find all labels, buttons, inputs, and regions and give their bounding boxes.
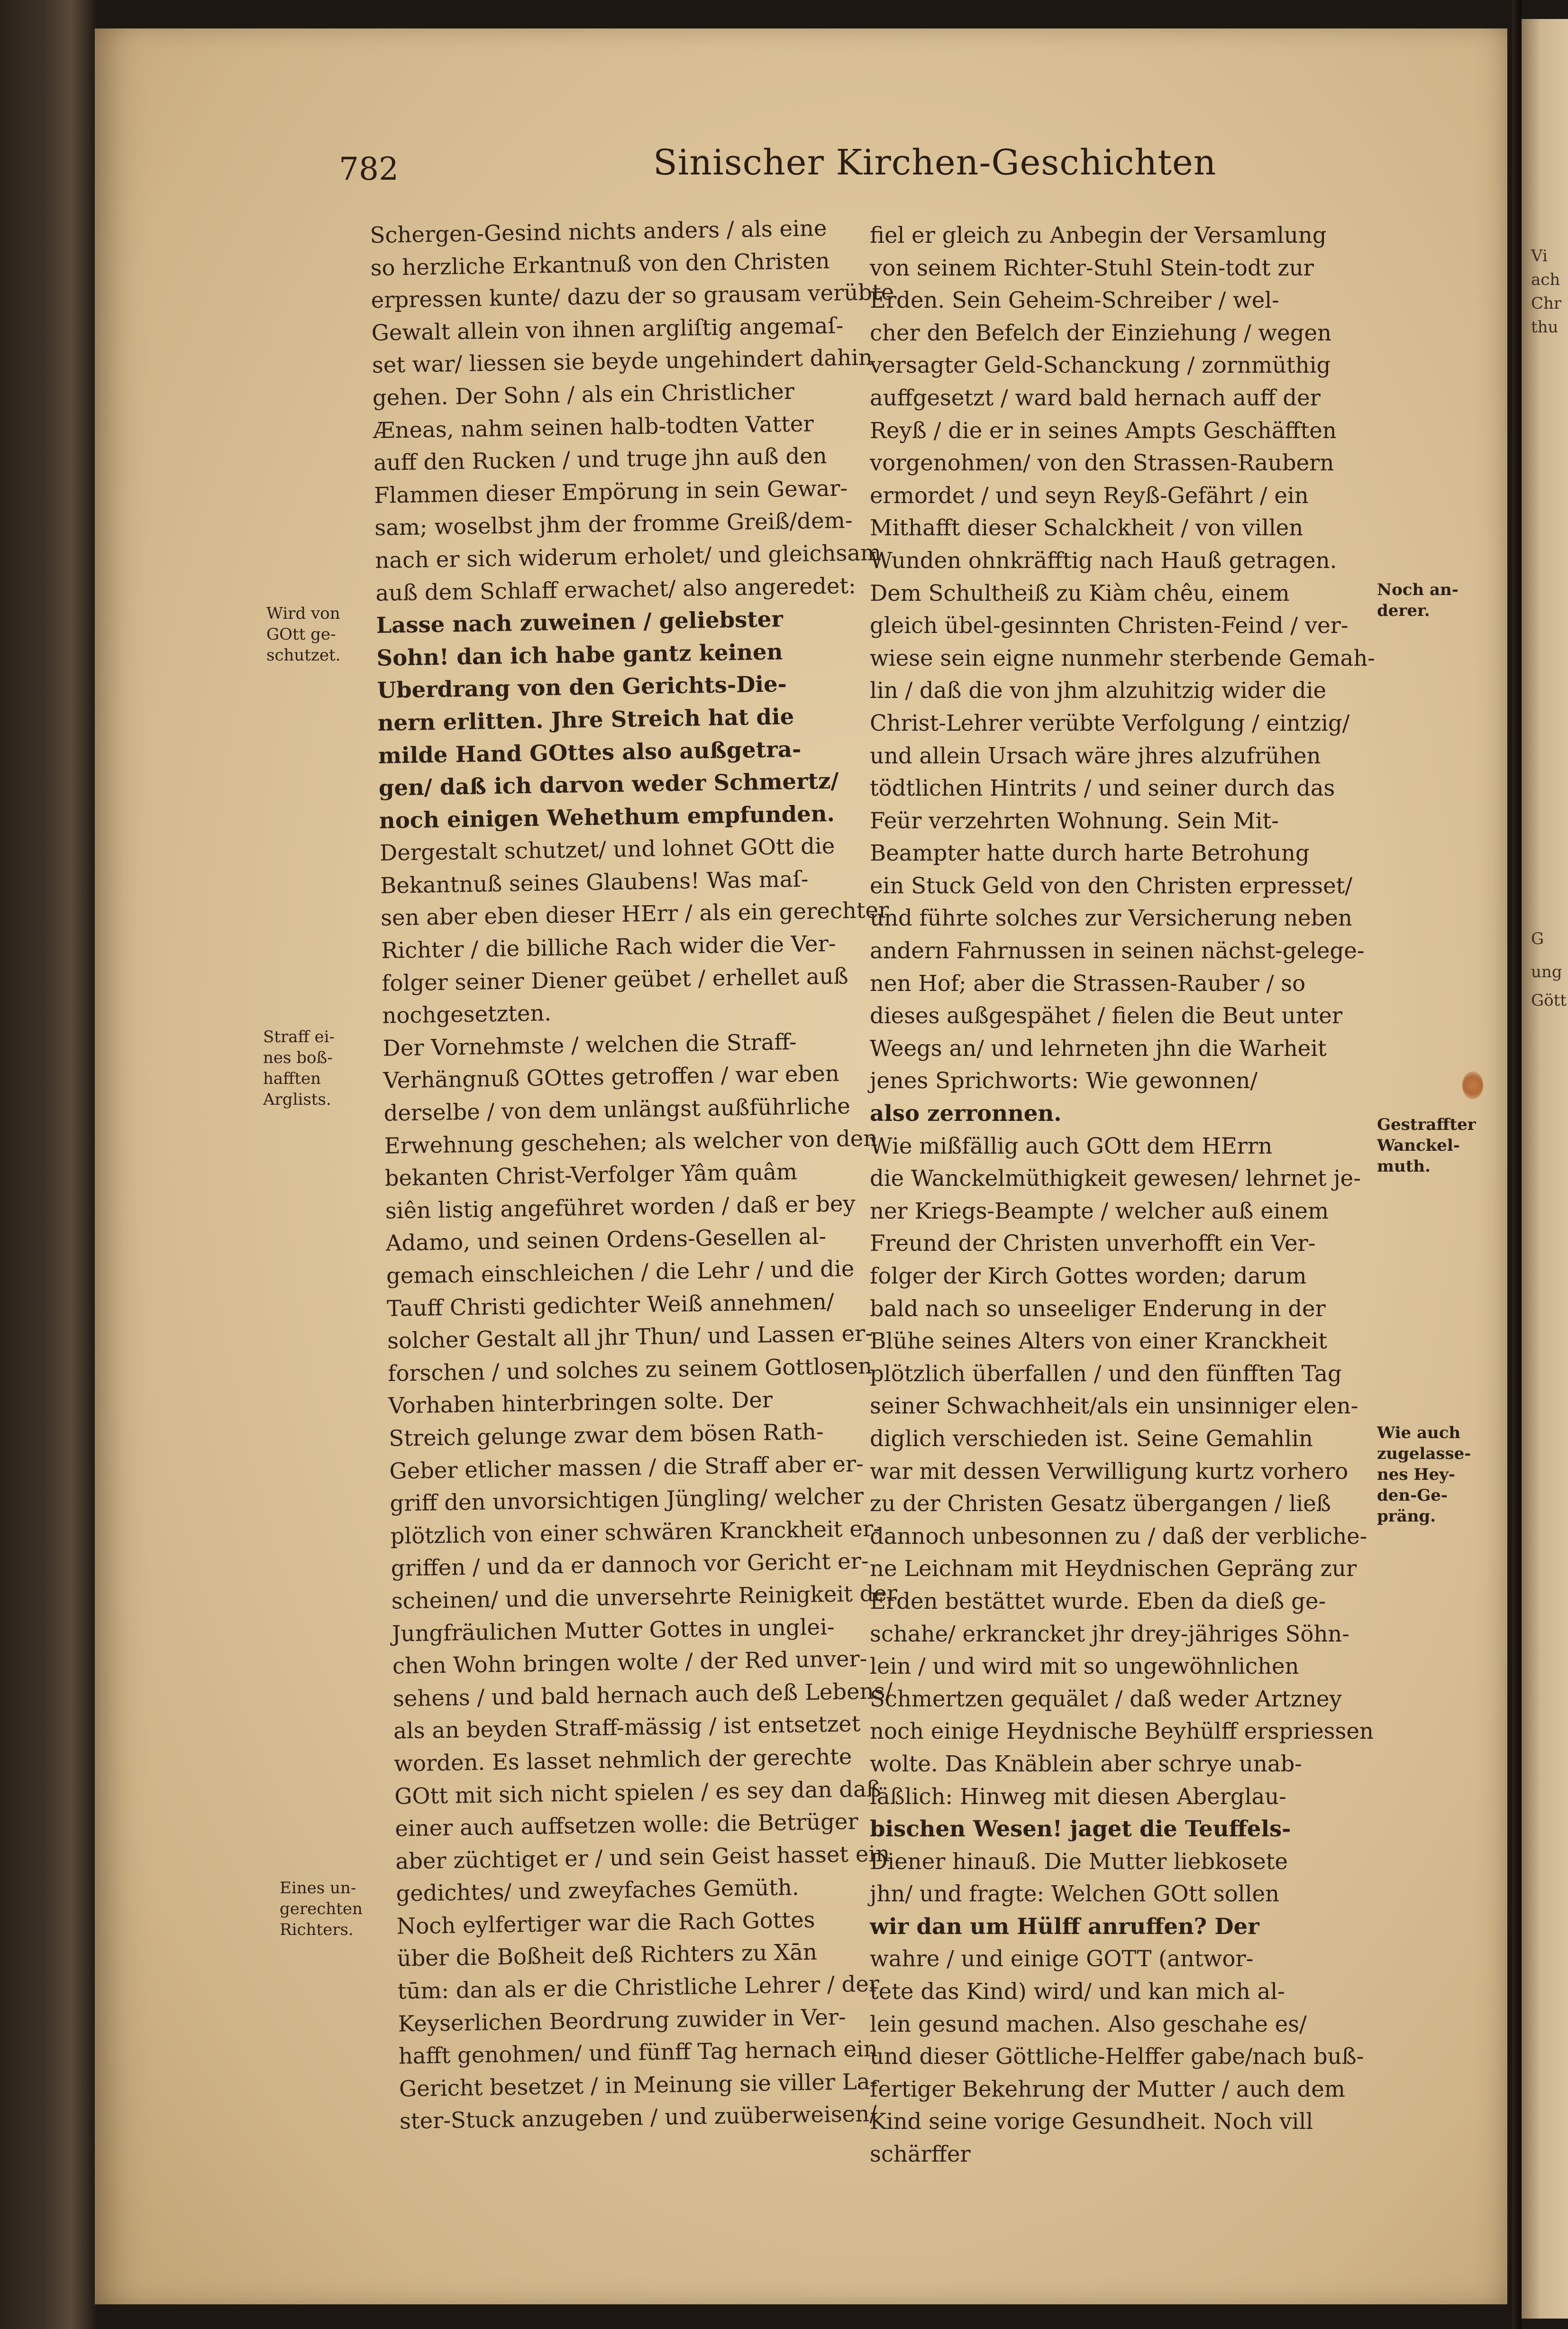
facing-text: ach	[1531, 270, 1560, 289]
text-line: Erwehnung geschehen; als welcher von den	[384, 1125, 878, 1159]
margin-note-line: nes Hey-	[1377, 1465, 1455, 1484]
margin-note-line: nes boß-	[263, 1048, 333, 1067]
text-line: fiel er gleich zu Anbegin der Versamlung	[870, 222, 1327, 248]
text-line: erpressen kunte/ dazu der so grausam verübte	[371, 279, 894, 313]
text-line: gedichtes/ und zweyfaches Gemüth.	[396, 1874, 799, 1907]
margin-note-right	[1377, 1422, 1471, 1527]
text-line: hafft genohmen/ und fünff Tag hernach ein	[398, 2036, 878, 2069]
text-line: ne Leichnam mit Heydnischen Gepräng zur	[870, 1556, 1357, 1582]
margin-note-line: präng.	[1377, 1507, 1436, 1526]
text-line: cher den Befelch der Einziehung / wegen	[870, 320, 1331, 346]
margin-note-line: Wird von	[266, 604, 340, 623]
text-line: auff den Rucken / und truge jhn auß den	[373, 443, 827, 476]
text-line: ermordet / und seyn Reyß-Gefährt / ein	[870, 482, 1309, 508]
text-line: gen/ daß ich darvon weder Schmertz/	[378, 767, 839, 801]
text-line: noch einige Heydnische Beyhülff erspriessen	[870, 1718, 1374, 1744]
right-text-column	[870, 219, 1375, 2171]
text-line: schärffer	[870, 2141, 971, 2167]
facing-text: G	[1531, 929, 1544, 948]
text-line: sehens / und bald hernach auch deß Lebens/	[392, 1678, 893, 1712]
text-line: Geber etlicher massen / die Straff aber er-	[389, 1450, 864, 1484]
text-line: andern Fahrnussen in seinen nächst-gelege-	[870, 938, 1365, 964]
text-line: tūm: dan als er die Christliche Lehrer / der	[397, 1971, 880, 2004]
text-line: Dem Schultheiß zu Kiàm chêu, einem	[870, 580, 1290, 606]
text-line: nach er sich widerum erholet/ und gleichsam	[374, 540, 882, 573]
text-line: als an beyden Straff-mässig / ist entsetzet	[393, 1711, 861, 1744]
margin-note-line: Wanckel-	[1377, 1136, 1460, 1155]
text-line: Der Vornehmste / welchen die Straff-	[383, 1028, 797, 1061]
text-line: bischen Wesen! jaget die Teuffels-	[870, 1816, 1291, 1842]
margin-note-line: muth.	[1377, 1157, 1431, 1176]
margin-note-right	[1377, 1114, 1476, 1177]
text-line: und dieser Göttliche-Helffer gabe/nach buß-	[870, 2044, 1364, 2070]
text-line: Adamo, und seinen Ordens-Gesellen al-	[385, 1223, 827, 1256]
text-line: war mit dessen Verwilligung kurtz vorhero	[870, 1458, 1349, 1484]
text-line: Weegs an/ und lehrneten jhn die Warheit	[870, 1035, 1327, 1061]
text-line: Feür verzehrten Wohnung. Sein Mit-	[870, 807, 1279, 834]
facing-text: ung	[1531, 963, 1562, 981]
text-line: diglich verschieden ist. Seine Gemahlin	[870, 1425, 1313, 1451]
facing-text: Gött	[1531, 991, 1567, 1010]
margin-note-line: Richters.	[280, 1920, 354, 1939]
margin-note-right	[1377, 579, 1459, 621]
text-line: milde Hand GOttes also außgetra-	[378, 735, 802, 769]
text-line: tödtlichen Hintrits / und seiner durch das	[870, 775, 1335, 801]
text-line: set war/ liessen sie beyde ungehindert dahin	[372, 344, 873, 378]
text-line: tete das Kind) wird/ und kan mich al-	[870, 1979, 1285, 2005]
text-line: wahre / und einige GOTT (antwor-	[870, 1946, 1254, 1972]
text-line: die Wanckelmüthigkeit gewesen/ lehrnet je-	[870, 1165, 1361, 1192]
text-line: folger seiner Diener geübet / erhellet auß	[381, 963, 848, 996]
text-line: griff den unvorsichtigen Jüngling/ welcher	[390, 1483, 864, 1516]
text-line: griffen / und da er dannoch vor Gericht er-	[391, 1548, 869, 1581]
text-line: Wunden ohnkräfftig nach Hauß getragen.	[870, 547, 1337, 573]
text-line: siên listig angeführet worden / daß er bey	[385, 1190, 856, 1224]
text-line: Richter / die billiche Rach wider die Ver-	[381, 930, 836, 963]
text-line: dannoch unbesonnen zu / daß der verbliche-	[870, 1523, 1367, 1549]
margin-note-line: derer.	[1377, 601, 1430, 620]
text-line: ster-Stuck anzugeben / und zuüberweisen/	[399, 2101, 877, 2134]
margin-note-line: GOtt ge-	[266, 625, 336, 644]
text-line: sam; woselbst jhm der fromme Greiß/dem-	[374, 507, 853, 541]
margin-note-line: Noch an-	[1377, 580, 1459, 599]
text-line: vorgenohmen/ von den Strassen-Raubern	[870, 450, 1334, 476]
text-line: plötzlich von einer schwären Kranckheit er-	[390, 1515, 881, 1549]
text-line: nen Hof; aber die Strassen-Rauber / so	[870, 970, 1306, 996]
text-line: fertiger Bekehrung der Mutter / auch dem	[870, 2076, 1345, 2102]
text-line: Sohn! dan ich habe gantz keinen	[376, 638, 783, 671]
text-line: gemach einschleichen / die Lehr / und die	[386, 1256, 855, 1289]
text-line: Lasse nach zuweinen / geliebster	[376, 605, 784, 639]
text-line: läßlich: Hinweg mit diesen Aberglau-	[870, 1783, 1286, 1809]
text-line: Uberdrang von den Gerichts-Die-	[377, 670, 787, 704]
text-line: Freund der Christen unverhofft ein Ver-	[870, 1230, 1316, 1256]
text-line: Reyß / die er in seines Ampts Geschäfften	[870, 417, 1337, 443]
text-line: also zerronnen.	[870, 1100, 1062, 1127]
text-line: aber züchtiget er / und sein Geist hasset ein	[395, 1840, 890, 1874]
text-line: Gewalt allein von ihnen argliſtig angemaſ-	[371, 312, 844, 346]
text-line: forschen / und solches zu seinem Gottlosen	[387, 1353, 873, 1386]
text-line: Bekantnuß seines Glaubens! Was maſ-	[380, 866, 809, 899]
text-line: jenes Sprichworts: Wie gewonnen/	[870, 1068, 1258, 1094]
text-line: folger der Kirch Gottes worden; darum	[870, 1263, 1307, 1289]
text-line: zu der Christen Gesatz übergangen / ließ	[870, 1491, 1331, 1517]
margin-note-line: schutzet.	[266, 646, 341, 665]
margin-note-line: Arglists.	[263, 1090, 331, 1109]
text-line: dieses außgespähet / fielen die Beut unter	[870, 1003, 1342, 1029]
text-line: Noch eylfertiger war die Rach Gottes	[396, 1907, 815, 1939]
text-line: plötzlich überfallen / und den fünfften Tag	[870, 1360, 1342, 1386]
text-line: Christ-Lehrer verübte Verfolgung / eintzig/	[870, 710, 1350, 736]
text-line: Erden. Sein Geheim-Schreiber / wel-	[870, 287, 1279, 313]
text-line: Diener hinauß. Die Mutter liebkosete	[870, 1848, 1288, 1874]
text-line: Keyserlichen Beordrung zuwider in Ver-	[398, 2004, 847, 2037]
text-line: und allein Ursach wäre jhres alzufrühen	[870, 743, 1321, 769]
text-line: Jungfräulichen Mutter Gottes in unglei-	[392, 1614, 835, 1647]
text-line: schahe/ erkrancket jhr drey-jähriges Söhn-	[870, 1621, 1349, 1647]
text-line: einer auch auffsetzen wolle: die Betrüger	[394, 1808, 858, 1842]
text-line: derselbe / von dem unlängst außführliche	[383, 1093, 851, 1126]
text-line: wiese sein eigne nunmehr sterbende Gemah-	[870, 645, 1375, 671]
text-line: Blühe seines Alters von einer Kranckheit	[870, 1328, 1327, 1354]
text-line: jhn/ und fragte: Welchen GOtt sollen	[870, 1881, 1279, 1907]
text-line: worden. Es lasset nehmlich der gerechte	[393, 1743, 852, 1777]
text-line: gehen. Der Sohn / als ein Christlicher	[372, 378, 795, 411]
text-line: gleich übel-gesinnten Christen-Feind / ver-	[870, 613, 1349, 639]
margin-note-left	[280, 1878, 363, 1940]
wax-stain	[1462, 1072, 1483, 1099]
running-title: Sinischer Kirchen-Geschichten	[653, 142, 1217, 183]
text-line: bekanten Christ-Verfolger Yâm quâm	[384, 1159, 798, 1191]
text-line: lein / und wird mit so ungewöhnlichen	[870, 1653, 1299, 1679]
margin-note-line: Eines un-	[280, 1879, 356, 1898]
page-number: 782	[339, 151, 399, 187]
text-line: seiner Schwachheit/als ein unsinniger elen-	[870, 1393, 1358, 1419]
text-line: solcher Gestalt all jhr Thun/ und Lassen er-	[387, 1320, 873, 1354]
text-line: GOtt mit sich nicht spielen / es sey dan daß	[394, 1775, 882, 1809]
margin-note-left	[266, 603, 340, 666]
text-line: über die Boßheit deß Richters zu Xān	[397, 1939, 818, 1972]
margin-note-line: zugelasse-	[1377, 1444, 1471, 1463]
text-line: ner Kriegs-Beampte / welcher auß einem	[870, 1198, 1329, 1224]
text-line: Kind seine vorige Gesundheit. Noch vill	[870, 2109, 1313, 2135]
text-line: Schergen-Gesind nichts anders / als eine	[370, 215, 827, 248]
text-line: von seinem Richter-Stuhl Stein-todt zur	[870, 255, 1314, 281]
text-line: bald nach so unseeliger Enderung in der	[870, 1295, 1326, 1321]
text-line: Streich gelunge zwar dem bösen Rath-	[388, 1419, 824, 1451]
text-line: Verhängnuß GOttes getroffen / war eben	[383, 1061, 840, 1094]
facing-text: Vi	[1531, 247, 1548, 266]
text-line: Mithafft dieser Schalckheit / von villen	[870, 515, 1304, 541]
left-text-column	[370, 211, 923, 2138]
text-line: chen Wohn bringen wolte / der Red unver-	[392, 1646, 867, 1679]
text-line: wir dan um Hülff anruffen? Der	[870, 1913, 1259, 1939]
page-stack-edge	[102, 38, 168, 2295]
text-line: auffgesetzt / ward bald hernach auff der	[870, 385, 1321, 411]
facing-text: Chr	[1531, 294, 1562, 313]
text-line: Vorhaben hinterbringen solte. Der	[388, 1387, 773, 1419]
text-line: und führte solches zur Versicherung neben	[870, 905, 1352, 931]
text-line: sen aber eben dieser HErr / als ein gerechter	[380, 897, 889, 931]
margin-note-line: Gestraffter	[1377, 1115, 1476, 1134]
text-line: nochgesetzten.	[382, 1000, 552, 1029]
text-line: Wie mißfällig auch GOtt dem HErrn	[870, 1133, 1273, 1159]
text-line: Flammen dieser Empörung in sein Gewar-	[374, 475, 848, 508]
text-line: Erden bestättet wurde. Eben da dieß ge-	[870, 1588, 1326, 1614]
text-line: wolte. Das Knäblein aber schrye unab-	[870, 1751, 1303, 1777]
margin-note-left	[263, 1027, 335, 1110]
facing-page-fragment	[1522, 19, 1568, 2319]
margin-note-line: Wie auch	[1377, 1423, 1461, 1442]
text-line: Gericht besetzet / in Meinung sie viller La-	[399, 2068, 878, 2102]
text-line: auß dem Schlaff erwachet/ also angeredet:	[375, 572, 857, 606]
text-line: so herzliche Erkantnuß von den Christen	[370, 248, 830, 281]
margin-note-line: Straff ei-	[263, 1027, 335, 1046]
text-line: noch einigen Wehethum empfunden.	[379, 800, 835, 834]
text-line: Æneas, nahm seinen halb-todten Vatter	[373, 410, 814, 443]
text-line: lin / daß die von jhm alzuhitzig wider die	[870, 678, 1327, 704]
facing-text: thu	[1531, 318, 1559, 337]
margin-note-line: hafften	[263, 1069, 321, 1088]
margin-note-line: den-Ge-	[1377, 1486, 1448, 1505]
text-line: Dergestalt schutzet/ und lohnet GOtt die	[379, 833, 835, 866]
text-line: nern erlitten. Jhre Streich hat die	[377, 703, 794, 736]
text-line: Schmertzen gequälet / daß weder Artzney	[870, 1686, 1342, 1712]
text-line: scheinen/ und die unversehrte Reinigkeit der	[391, 1580, 898, 1614]
text-line: ein Stuck Geld von den Christen erpresset/	[870, 872, 1352, 899]
text-line: Tauff Christi gedichter Weiß annehmen/	[386, 1288, 834, 1321]
book-gutter	[1512, 0, 1522, 2329]
text-line: versagter Geld-Schanckung / zornmüthig	[870, 352, 1331, 378]
margin-note-line: gerechten	[280, 1899, 363, 1918]
text-line: lein gesund machen. Also geschahe es/	[870, 2011, 1307, 2037]
text-line: Beampter hatte durch harte Betrohung	[870, 840, 1310, 866]
